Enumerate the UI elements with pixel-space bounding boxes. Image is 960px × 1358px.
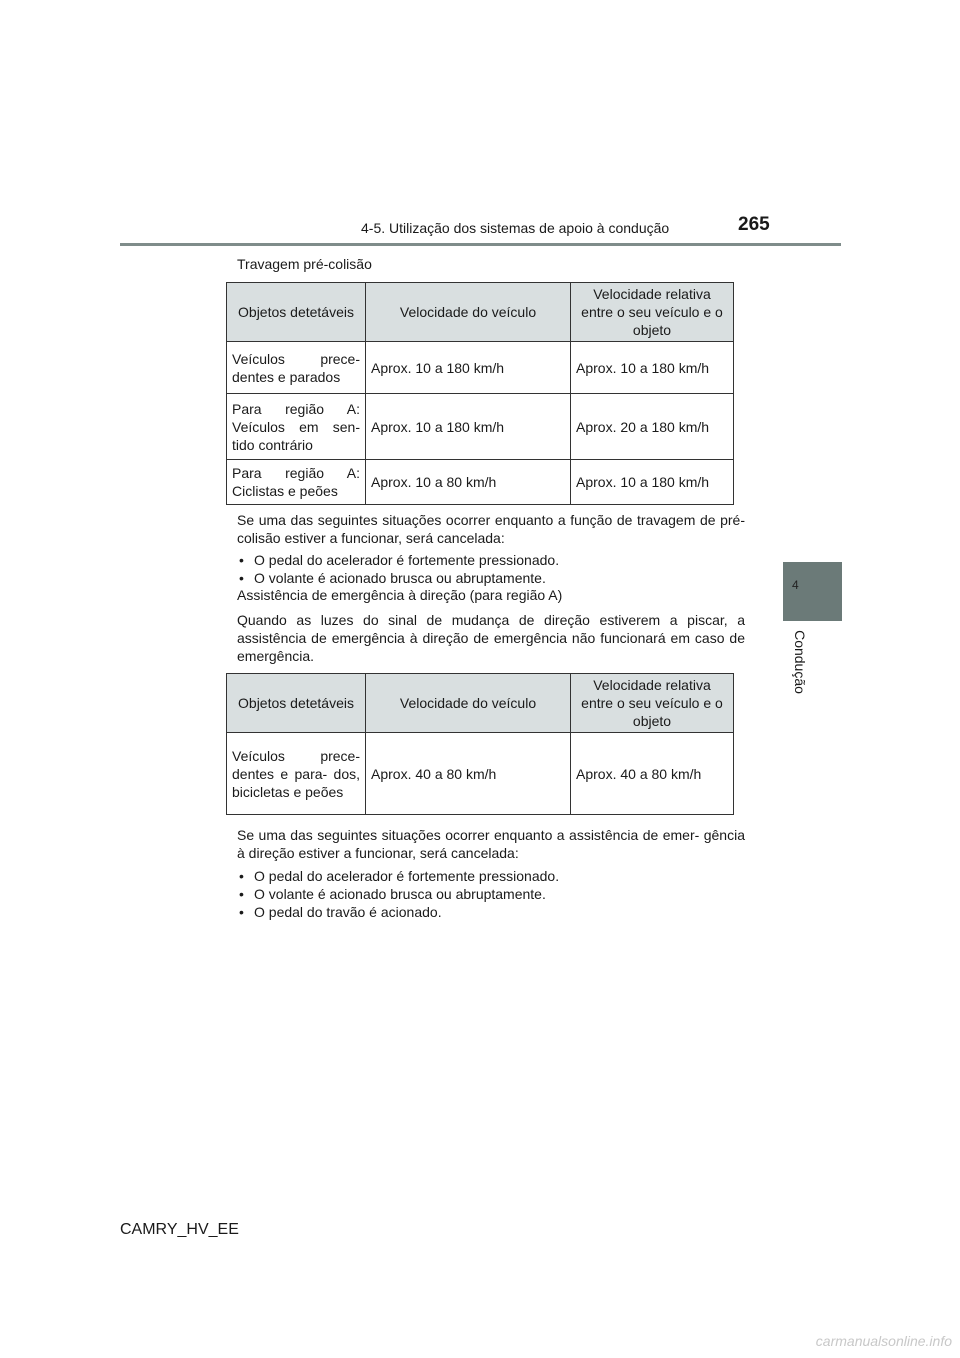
table-header-row [227,674,734,733]
table-cell: Aprox. 10 a 180 km/h [571,460,734,505]
steering-cancel-list [239,867,747,921]
column-header: Velocidade do veículo [366,283,571,342]
table-cell: Aprox. 40 a 80 km/h [366,733,571,815]
table-cell: Para região A: Ciclistas e peões [227,460,366,505]
column-header: Velocidade do veículo [366,674,571,733]
section-header: 4-5. Utilização dos sistemas de apoio à condução [361,220,670,236]
precollision-cancel-note: Se uma das seguintes situações ocorrer enquanto a função de travagem de pré-colisão estiver a funcionar, será cancelada: [237,512,745,546]
table-cell: Aprox. 10 a 80 km/h [366,460,571,505]
list-item: • O volante é acionado brusca ou abruptamente. [239,885,747,903]
table-cell: Para região A: Veículos em sen- tido contrário [227,394,366,460]
list-item: • O volante é acionado brusca ou abruptamente. [239,569,747,587]
watermark: carmanualsonline.info [815,1333,952,1349]
column-header: Objetos detetáveis [227,283,366,342]
table-header-row [227,283,734,342]
list-item: • O pedal do travão é acionado. [239,903,747,921]
list-item: • O pedal do acelerador é fortemente pressionado. [239,867,747,885]
chapter-tab-label: Condução [792,630,808,694]
table-cell: Veículos prece- dentes e parados [227,342,366,394]
chapter-tab-number: 4 [792,578,799,592]
column-header: Objetos detetáveis [227,674,366,733]
table-row [227,394,734,460]
steering-title: Assistência de emergência à direção (para região A) [237,587,563,603]
precollision-table [226,282,734,505]
table-row [227,342,734,394]
header-divider [120,243,841,246]
page-number: 265 [738,214,770,235]
table-cell: Aprox. 10 a 180 km/h [366,394,571,460]
list-item: • O pedal do acelerador é fortemente pressionado. [239,551,747,569]
column-header: Velocidade relativa entre o seu veículo e o objeto [571,674,734,733]
table-cell: Veículos prece- dentes e para- dos, bicicletas e peões [227,733,366,815]
precollision-title: Travagem pré-colisão [237,256,372,272]
document-code: CAMRY_HV_EE [120,1221,239,1238]
steering-cancel-note: Se uma das seguintes situações ocorrer enquanto a assistência de emer- gência à direção estiver a funcionar, será cancelada: [237,827,745,861]
precollision-cancel-list [239,551,747,587]
table-cell: Aprox. 10 a 180 km/h [366,342,571,394]
table-cell: Aprox. 20 a 180 km/h [571,394,734,460]
steering-table [226,673,734,815]
steering-intro: Quando as luzes do sinal de mudança de direção estiverem a piscar, a assistência de emergência à direção de emergência não funcionará em caso de emergência. [237,612,745,664]
table-row [227,460,734,505]
column-header: Velocidade relativa entre o seu veículo e o objeto [571,283,734,342]
table-row [227,733,734,815]
table-cell: Aprox. 10 a 180 km/h [571,342,734,394]
table-cell: Aprox. 40 a 80 km/h [571,733,734,815]
